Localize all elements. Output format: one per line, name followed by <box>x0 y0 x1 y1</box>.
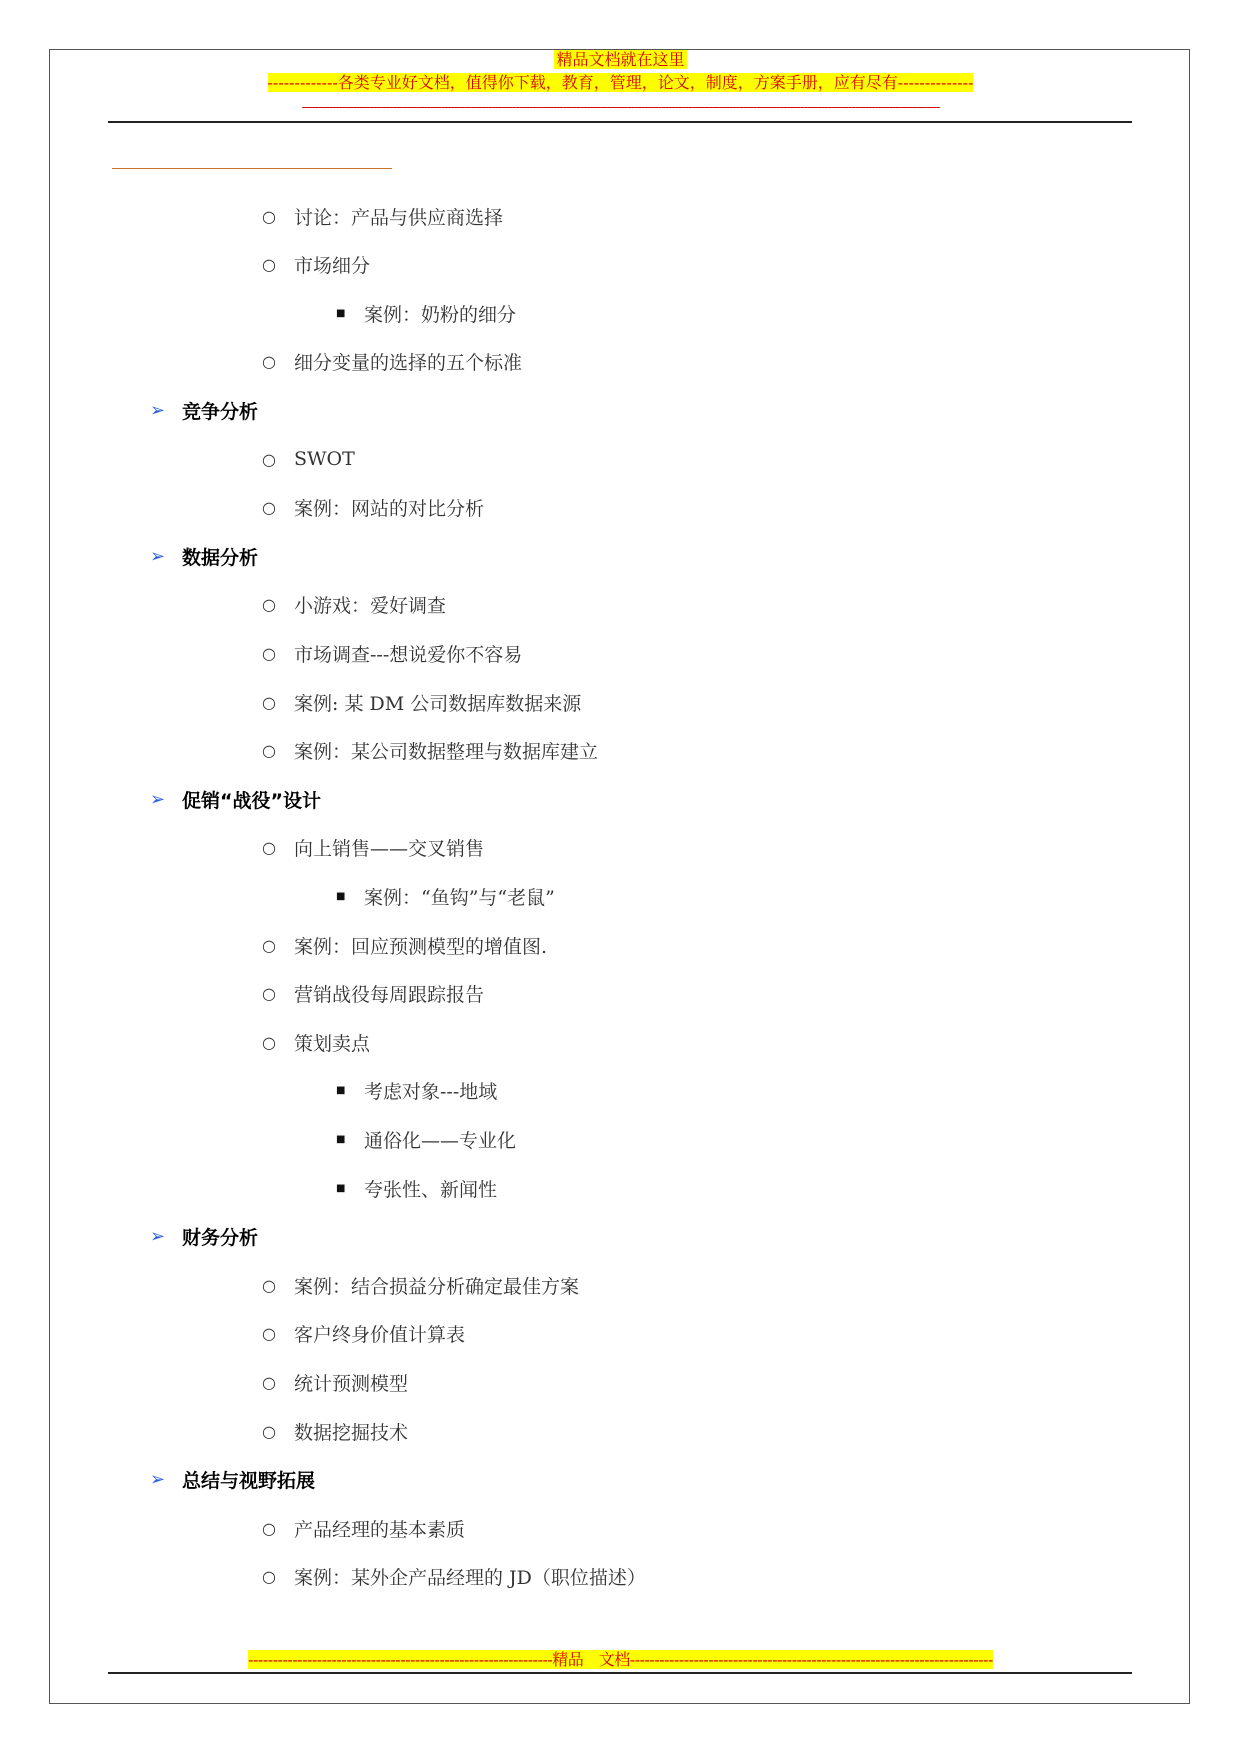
outline-item-text: 财务分析 <box>182 1227 259 1250</box>
header-rule <box>108 121 1132 123</box>
outline-item-text: 考虑对象---地域 <box>364 1081 498 1104</box>
outline-item-text: 统计预测模型 <box>294 1372 409 1395</box>
circle-bullet-icon: ○ <box>262 1567 276 1587</box>
circle-bullet-icon: ○ <box>262 595 276 615</box>
circle-bullet-icon: ○ <box>262 935 276 955</box>
arrow-bullet-icon: ➢ <box>150 399 166 421</box>
outline-item-text: 市场调查---想说爱你不容易 <box>294 643 523 666</box>
outline-item-level1 <box>150 1222 258 1252</box>
arrow-bullet-icon: ➢ <box>150 788 166 810</box>
circle-bullet-icon: ○ <box>262 1421 276 1441</box>
outline-item-text: 向上销售——交叉销售 <box>294 838 485 861</box>
outline-item-text: 数据挖掘技术 <box>294 1421 409 1444</box>
outline-item-level2 <box>262 979 484 1009</box>
outline-item-level2 <box>262 1513 465 1543</box>
square-bullet-icon: ■ <box>336 890 346 902</box>
outline-item-level2 <box>262 736 598 766</box>
page-frame <box>49 49 1190 1704</box>
header-subtitle: -------------各类专业好文档，值得你下载，教育，管理，论文，制度，方案手册，应有尽有-------------- <box>267 73 974 92</box>
outline-item-text: 市场细分 <box>294 255 371 278</box>
outline-item-level2 <box>262 638 522 668</box>
outline-item-text: 案例：某外企产品经理的 JD（职位描述） <box>294 1567 646 1590</box>
arrow-bullet-icon: ➢ <box>150 1469 166 1491</box>
outline-item-level2 <box>262 1270 579 1300</box>
header-dash-line: -------------------------------------------------------------------------------------------------------------------------------------------------------------------------------------------- <box>301 100 940 115</box>
outline-item-text: 细分变量的选择的五个标准 <box>294 352 523 375</box>
decorative-underline <box>112 168 392 169</box>
footer-rule <box>108 1672 1132 1674</box>
outline-item-level2 <box>262 347 522 377</box>
outline-item-level2 <box>262 1027 370 1057</box>
outline-item-level1 <box>150 784 321 814</box>
square-bullet-icon: ■ <box>336 1133 346 1145</box>
outline-item-level2 <box>262 1562 646 1592</box>
circle-bullet-icon: ○ <box>262 1372 276 1392</box>
outline-item-level2 <box>262 1416 408 1446</box>
outline-item-level3 <box>336 1076 497 1106</box>
outline-item-text: 讨论：产品与供应商选择 <box>294 206 504 229</box>
outline-item-text: 营销战役每周跟踪报告 <box>294 984 485 1007</box>
circle-bullet-icon: ○ <box>262 352 276 372</box>
outline-item-level3 <box>336 1173 497 1203</box>
outline-item-text: 小游戏：爱好调查 <box>294 595 447 618</box>
outline-item-level3 <box>336 881 555 911</box>
outline-item-text: 案例：回应预测模型的增值图. <box>294 935 548 958</box>
circle-bullet-icon: ○ <box>262 984 276 1004</box>
outline-item-level2 <box>262 444 355 474</box>
footer-text: --------------------------------------------------------------精品 文档-------------------------------------------------------------------------- <box>248 1650 993 1669</box>
outline-item-level2 <box>262 687 581 717</box>
circle-bullet-icon: ○ <box>262 498 276 518</box>
outline-item-level2 <box>262 1367 408 1397</box>
circle-bullet-icon: ○ <box>262 1324 276 1344</box>
arrow-bullet-icon: ➢ <box>150 545 166 567</box>
circle-bullet-icon: ○ <box>262 741 276 761</box>
outline-item-level2 <box>262 833 484 863</box>
outline-item-text: 促销“战役”设计 <box>182 789 321 812</box>
outline-item-text: 案例: 某 DM 公司数据库数据来源 <box>294 692 582 715</box>
outline-item-level1 <box>150 1465 315 1495</box>
square-bullet-icon: ■ <box>336 1182 346 1194</box>
circle-bullet-icon: ○ <box>262 838 276 858</box>
circle-bullet-icon: ○ <box>262 643 276 663</box>
circle-bullet-icon: ○ <box>262 206 276 226</box>
outline-item-text: 总结与视野拓展 <box>182 1470 316 1493</box>
outline-item-level3 <box>336 298 516 328</box>
outline-item-text: 通俗化——专业化 <box>364 1129 517 1152</box>
outline-item-text: 客户终身价值计算表 <box>294 1324 466 1347</box>
outline-item-text: SWOT <box>294 448 355 470</box>
outline-item-text: 案例：“鱼钩”与“老鼠” <box>364 886 555 909</box>
outline-item-text: 数据分析 <box>182 546 259 569</box>
circle-bullet-icon: ○ <box>262 1032 276 1052</box>
outline-item-level2 <box>262 493 484 523</box>
circle-bullet-icon: ○ <box>262 1518 276 1538</box>
outline-item-level2 <box>262 930 547 960</box>
header-title: 精品文档就在这里 <box>556 50 685 69</box>
outline-item-level2 <box>262 250 370 280</box>
outline-item-text: 夸张性、新闻性 <box>364 1178 498 1201</box>
square-bullet-icon: ■ <box>336 1085 346 1097</box>
outline-item-text: 案例：某公司数据整理与数据库建立 <box>294 741 599 764</box>
circle-bullet-icon: ○ <box>262 692 276 712</box>
outline-item-text: 产品经理的基本素质 <box>294 1518 466 1541</box>
outline-item-text: 案例：网站的对比分析 <box>294 498 485 521</box>
circle-bullet-icon: ○ <box>262 449 276 469</box>
arrow-bullet-icon: ➢ <box>150 1226 166 1248</box>
outline-item-level2 <box>262 1319 465 1349</box>
outline-item-text: 竞争分析 <box>182 400 259 423</box>
outline-item-level1 <box>150 541 258 571</box>
outline-item-text: 案例：奶粉的细分 <box>364 303 517 326</box>
circle-bullet-icon: ○ <box>262 255 276 275</box>
outline-item-level2 <box>262 590 446 620</box>
outline-item-text: 策划卖点 <box>294 1032 371 1055</box>
outline-item-level3 <box>336 1124 516 1154</box>
circle-bullet-icon: ○ <box>262 1275 276 1295</box>
outline-item-text: 案例：结合损益分析确定最佳方案 <box>294 1275 580 1298</box>
square-bullet-icon: ■ <box>336 307 346 319</box>
outline-item-level1 <box>150 395 258 425</box>
outline-item-level2 <box>262 201 503 231</box>
